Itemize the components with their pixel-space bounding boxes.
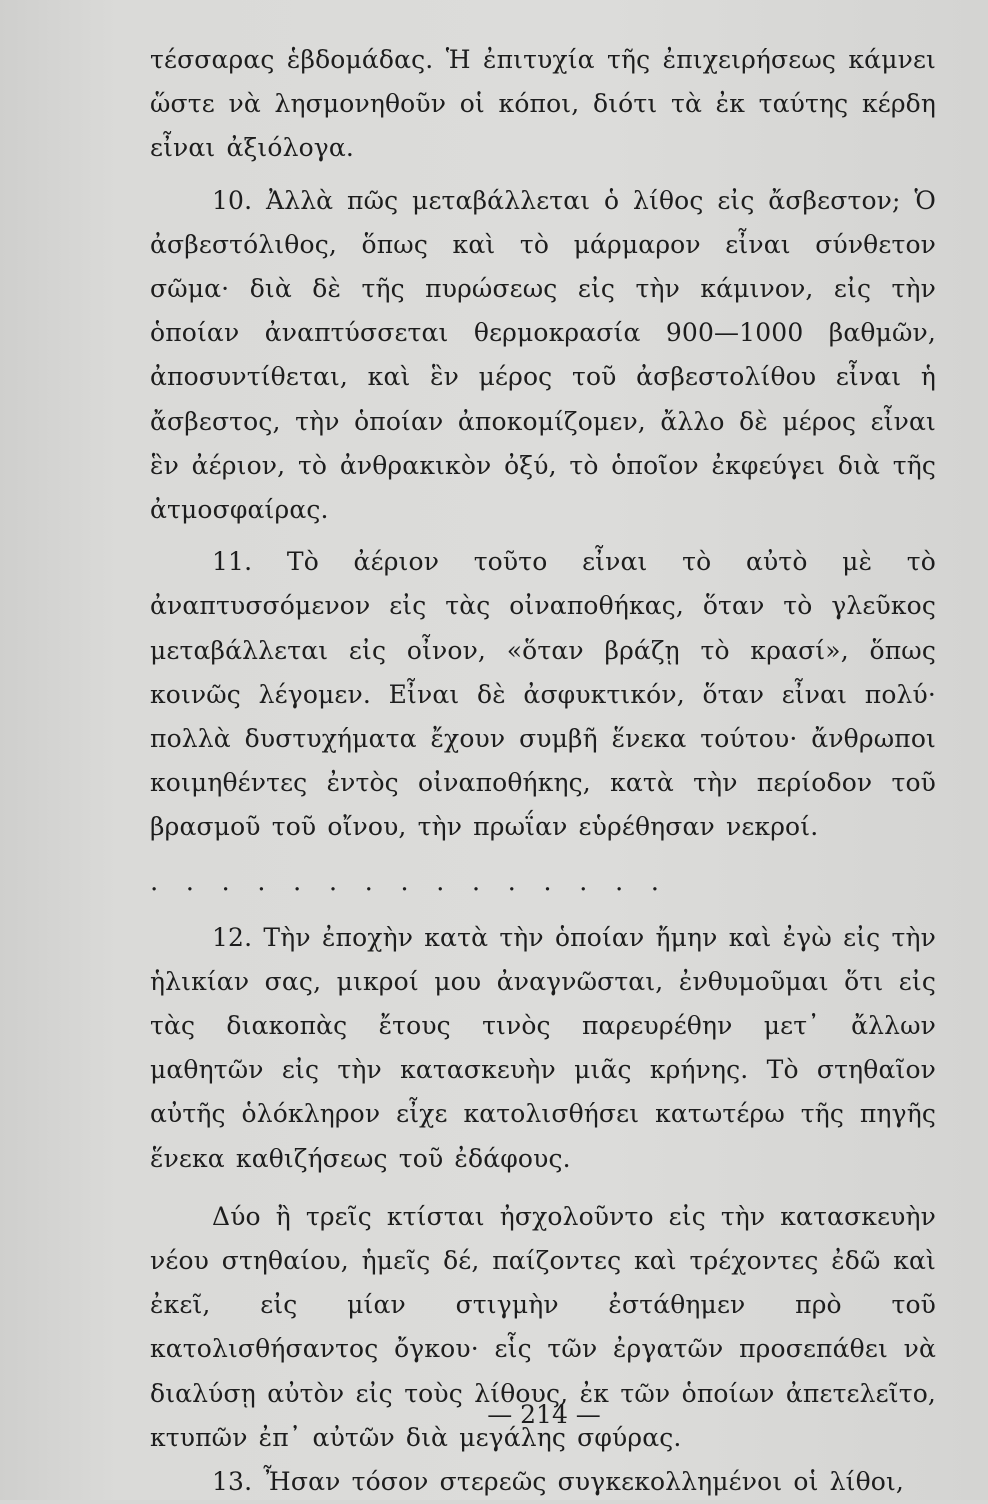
paragraph-11: 11. Τὸ ἀέριον τοῦτο εἶναι τὸ αὐτὸ μὲ τὸ ἀναπτυσσόμενον εἰς τὰς οἰναποθήκας, ὅταν τὸ γλεῦκος μεταβάλλεται εἰς οἶνον, «ὅταν βράζῃ τὸ κρασί», ὅπως κοινῶς λέγομεν. Εἶναι δὲ ἀσφυκτικόν, ὅταν εἶναι πολύ· πολλὰ δυστυχήματα ἔχουν συμβῆ ἕνεκα τούτου· ἄνθρωποι κοιμηθέντες ἐντὸς οἰναποθήκης, κατὰ τὴν περίοδον τοῦ βρασμοῦ τοῦ οἴνου, τὴν πρωΐαν εὑρέθησαν νεκροί. [150,547,936,842]
paragraph-13: 13. Ἦσαν τόσον στερεῶς συγκεκολλημένοι οἱ λίθοι, [212,1467,905,1497]
section-divider-dots: ............... [150,866,687,897]
paragraph-10: 10. Ἀλλὰ πῶς μεταβάλλεται ὁ λίθος εἰς ἄσβεστον; Ὁ ἀσβεστόλιθος, ὅπως καὶ τὸ μάρμαρον εἶναι σύνθετον σῶμα· διὰ δὲ τῆς πυρώσεως εἰς τὴν κάμινον, εἰς τὴν ὁποίαν ἀναπτύσσεται θερμοκρασία 900—1000 βαθμῶν, ἀποσυντίθεται, καὶ ἓν μέρος τοῦ ἀσβεστολίθου εἶναι ἡ ἄσβεστος, τὴν ὁποίαν ἀποκομίζομεν, ἄλλο δὲ μέρος εἶναι ἓν ἀέριον, τὸ ἀνθρακικὸν ὀξύ, τὸ ὁποῖον ἐκφεύγει διὰ τῆς ἀτμοσφαίρας. [150,185,936,525]
paragraph-12: 12. Τὴν ἐποχὴν κατὰ τὴν ὁποίαν ἤμην καὶ ἐγὼ εἰς τὴν ἡλικίαν σας, μικροί μου ἀναγνῶσται, ἐνθυμοῦμαι ὅτι εἰς τὰς διακοπὰς ἔτους τινὸς παρευρέθην μετ᾿ ἄλλων μαθητῶν εἰς τὴν κατασκευὴν μιᾶς κρήνης. Τὸ στηθαῖον αὐτῆς ὁλόκληρον εἶχε κατολισθήσει κατωτέρω τῆς πηγῆς ἕνεκα καθιζήσεως τοῦ ἐδάφους. [150,922,936,1173]
paragraph-12-continued: Δύο ἢ τρεῖς κτίσται ἠσχολοῦντο εἰς τὴν κατασκευὴν νέου στηθαίου, ἡμεῖς δέ, παίζοντες καὶ τρέχοντες ἐδῶ καὶ ἐκεῖ, εἰς μίαν στιγμὴν ἐστάθημεν πρὸ τοῦ κατολισθήσαντος ὄγκου· εἷς τῶν ἐργατῶν προσεπάθει νὰ διαλύσῃ αὐτὸν εἰς τοὺς λίθους, ἐκ τῶν ὁποίων ἀπετελεῖτο, κτυπῶν ἐπ᾿ αὐτῶν διὰ μεγάλης σφύρας. [150,1201,936,1452]
paragraph-continuation: τέσσαρας ἑβδομάδας. Ἡ ἐπιτυχία τῆς ἐπιχειρήσεως κάμνει ὥστε νὰ λησμονηθοῦν οἱ κόποι, διότι τὰ ἐκ ταύτης κέρδη εἶναι ἀξιόλογα. [150,45,936,163]
page-number: — 214 — [487,1400,601,1429]
